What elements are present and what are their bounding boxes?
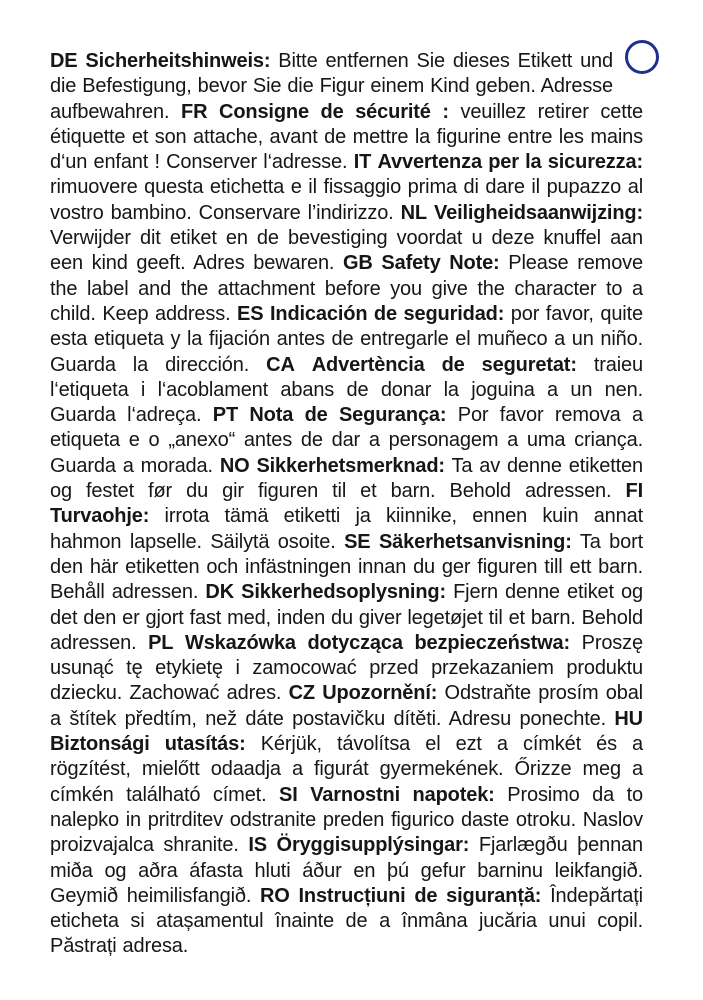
entry-body: Prosimo da to nalepko in pritrditev odstranite preden figurico daste otroku. Naslov proizvajalca shranite. (50, 783, 643, 857)
entry-body: Proszę usunąć tę etykietę i zamocować przed przekazaniem produktu dziecku. Zachować adres. (50, 631, 643, 705)
language-code: FR (181, 100, 208, 123)
entry-heading: Veiligheidsaanwijzing: (434, 201, 643, 224)
entry-body: traieu l‘etiqueta i l‘acoblament abans de donar la joguina a un nen. Guarda l‘adreça. (50, 353, 643, 427)
entry-body: Îndepărtați eticheta si atașamentul înainte de a înmâna jucăria unui copil. Păstrați adresa. (50, 884, 643, 958)
language-code: DE (50, 50, 78, 72)
entry-heading: Avvertenza per la sicurezza: (377, 151, 643, 174)
entry-body: Fjarlægðu þennan miða og aðra áfasta hluti áður en þú gefur barninu leikfangið. Geymið heimilisfangið. (50, 834, 643, 907)
entry-body: Ta bort den här etiketten och infästningen innan du ger figuren till ett barn. Behåll adressen. (50, 530, 644, 604)
language-code: CZ (288, 682, 315, 705)
safety-notice-text (50, 49, 643, 960)
entry-heading: Turvaohje: (50, 505, 150, 528)
entry-body: Kérjük, távolítsa el ezt a címkét és a rögzítést, mielőtt odaadja a figurát gyermekének. Őrizze meg a címkén található címet. (50, 733, 643, 806)
language-code: DK (205, 581, 235, 604)
entry-body: Bitte entfernen Sie dieses Etikett und die Befestigung, bevor Sie die Figur einem Kind geben. Adresse aufbewahren. (50, 50, 613, 123)
language-code: ES (237, 302, 264, 325)
entry-heading: Wskazówka dotycząca bezpieczeństwa: (184, 631, 571, 654)
entry-heading: Öryggisupplýsingar: (276, 834, 470, 857)
entry-body: Por favor remova a etiqueta e o „anexo“ antes de dar a personagem a uma criança. Guarda a morada. (50, 404, 643, 477)
entry-heading: Instrucțiuni de siguranță: (298, 884, 542, 907)
entry-body: Please remove the label and the attachment before you give the character to a child. Keep address. (50, 252, 643, 325)
language-code: PL (148, 631, 174, 654)
entry-heading: Consigne de sécurité : (219, 100, 449, 123)
entry-body: Fjern denne etiket og det den er gjort fast med, inden du giver legetøjet til et barn. Behold adressen. (50, 581, 643, 654)
language-code: IS (248, 834, 267, 857)
language-code: NO (219, 454, 250, 477)
language-code: RO (260, 884, 290, 907)
entry-heading: Indicación de seguridad: (269, 302, 505, 325)
language-code: SE (344, 530, 371, 553)
entry-heading: Sicherheitshinweis: (85, 50, 271, 72)
entry-body: Verwijder dit etiket en de bevestiging voordat u deze knuffel aan een kind geeft. Adres bewaren. (50, 227, 643, 275)
language-code: FI (625, 480, 643, 503)
entry-body: Odstraňte prosím obal a štítek předtím, než dáte postavičku dítěti. Adresu ponechte. (50, 682, 643, 730)
entry-body: Ta av denne etiketten og festet før du gir figuren til et barn. Behold adressen. (50, 454, 643, 503)
entry-body: rimuovere questa etichetta e il fissaggio prima di dare il pupazzo al vostro bambino. Conservare l’indirizzo. (50, 176, 643, 224)
hole-spacer (613, 49, 643, 77)
entry-heading: Safety Note: (381, 252, 500, 275)
entry-body: veuillez retirer cette étiquette et son attache, avant de mettre la figurine entre les mains d‘un enfant ! Conserver l‘adresse. (50, 100, 643, 174)
language-code: CA (266, 353, 295, 376)
entry-heading: Säkerhetsanvisning: (378, 530, 572, 553)
entry-heading: Nota de Segurança: (249, 404, 447, 427)
entry-heading: Upozornění: (322, 682, 438, 705)
language-code: NL (400, 201, 427, 224)
entry-heading: Varnostni napotek: (310, 783, 495, 806)
entry-heading: Sikkerhedsoplysning: (241, 581, 446, 604)
entry-heading: Biztonsági utasítás: (50, 733, 246, 756)
language-code: GB (343, 252, 373, 275)
language-code: HU (614, 707, 643, 730)
entry-heading: Sikkerhetsmerknad: (256, 454, 445, 477)
language-code: IT (353, 151, 372, 174)
language-code: SI (279, 783, 298, 806)
language-code: PT (212, 404, 239, 427)
entry-body: por favor, quite esta etiqueta y la fijación antes de entregarle el muñeco a un niño. Guarda la dirección. (50, 302, 643, 376)
entry-heading: Advertència de seguretat: (311, 353, 577, 376)
entry-body: irrota tämä etiketti ja kiinnike, ennen kuin annat hahmon lapselle. Säilytä osoite. (50, 505, 643, 553)
